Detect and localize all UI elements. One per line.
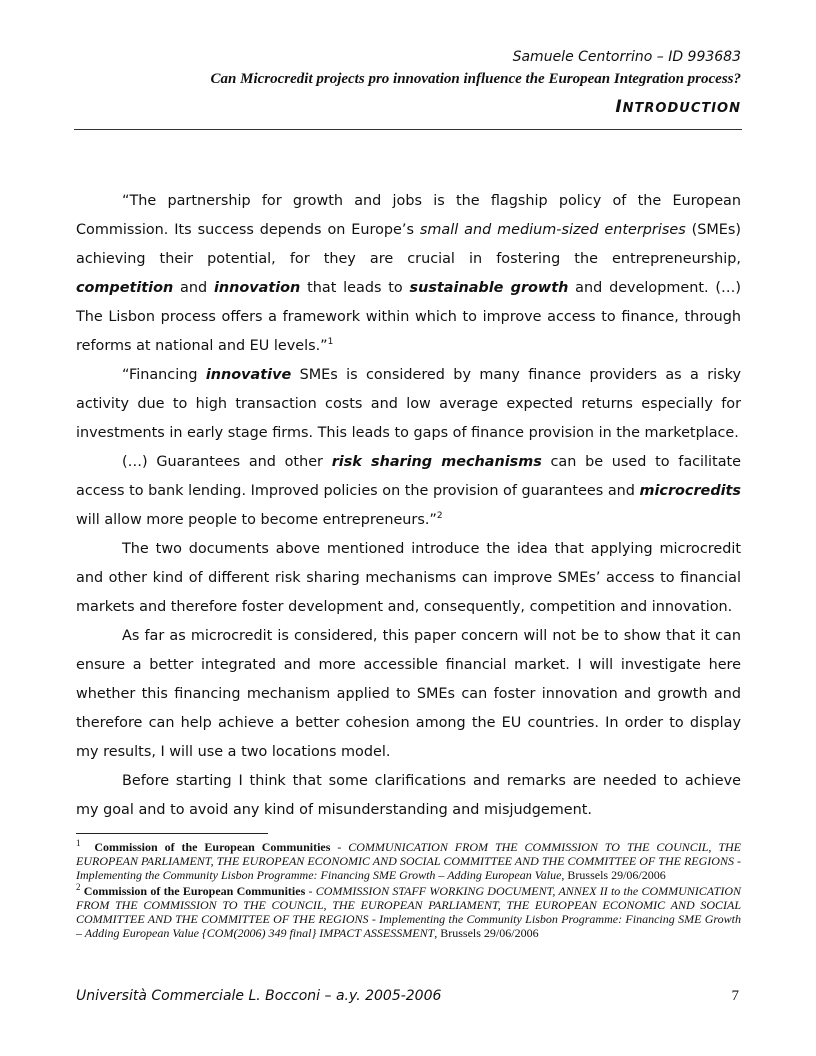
footnote-ref-2[interactable]: 2: [436, 511, 443, 522]
footnote-1-source: Commission of the European Communities: [94, 840, 331, 854]
footnote-1-place-date: , Brussels 29/06/2006: [561, 868, 666, 882]
section-heading: [211, 96, 741, 120]
footnote-1: [76, 840, 741, 882]
p2-emph-innovative: innovative: [205, 367, 292, 383]
paragraph-5: As far as microcredit is considered, this paper concern will not be to show that it can ensure a better integrated and more accessible financial market. I will investigate here whether this financing mechanism applied to SMEs can foster innovation and growth and therefore can help achieve a better cohesion among the EU countries. In order to display my results, I will use a two locations model.: [76, 628, 741, 760]
p3-text-e: will allow more people to become entrepreneurs.”: [76, 512, 437, 528]
p1-text-c: (SMEs) achieving their potential, for they are crucial in fostering the entrepreneurship,: [76, 222, 741, 267]
footnote-2-title: COMMISSION STAFF WORKING DOCUMENT, ANNEX II to the COMMUNICATION FROM THE COMMISSION TO THE COUNCIL, THE EUROPEAN PARLIAMENT, THE EUROPEAN ECONOMIC AND SOCIAL COMMITTEE AND THE COMMITTEE OF THE REGIONS - Implementing the Community Lisbon Programme: Financing SME Growth – Adding European Value {COM(2006) 349 final} IMPACT ASSESSMENT: [76, 884, 742, 940]
p1-emph-competition: competition: [76, 280, 174, 296]
footnotes: [76, 840, 741, 942]
p1-emph-innovation: innovation: [213, 280, 301, 296]
footer-university: Università Commerciale L. Bocconi – a.y. 2005-2006: [76, 988, 442, 1004]
footnote-ref-1[interactable]: 1: [327, 337, 334, 348]
p3-text-c: can be used to facilitate access to bank lending. Improved policies on the provision of guarantees and: [76, 454, 742, 499]
p1-text-i: and development. (…) The Lisbon process offers a framework within which to improve access to finance, through reforms at national and EU levels.”: [76, 280, 742, 354]
paragraph-6: Before starting I think that some clarifications and remarks are needed to achieve my goal and to avoid any kind of misunderstanding and misjudgement.: [76, 773, 741, 818]
footnote-divider: [76, 833, 268, 834]
section-heading-initial: I: [615, 97, 623, 117]
footnote-2-source: Commission of the European Communities: [83, 884, 306, 898]
footnote-1-number: 1: [76, 838, 81, 848]
page-number: 7: [731, 988, 739, 1004]
header-document-title: Can Microcredit projects pro innovation influence the European Integration process?: [210, 71, 741, 87]
section-heading-rest: NTRODUCTION: [622, 101, 741, 116]
paragraph-3: [76, 448, 741, 535]
p3-emph-risk-sharing: risk sharing mechanisms: [331, 454, 542, 470]
body-text: [76, 187, 741, 825]
footnote-2-separator: -: [305, 884, 316, 898]
header-divider: [74, 129, 742, 130]
p3-emph-microcredits: microcredits: [639, 483, 741, 499]
footnote-1-title: COMMUNICATION FROM THE COMMISSION TO THE COUNCIL, THE EUROPEAN PARLIAMENT, THE EUROPEAN ECONOMIC AND SOCIAL COMMITTEE AND THE COMMITTEE OF THE REGIONS - Implementing the Community Lisbon Programme: Financing SME Growth – Adding European Value: [76, 840, 741, 882]
p1-italic-smes: small and medium-sized enterprises: [419, 222, 686, 238]
p1-text-g: that leads to: [300, 280, 410, 296]
p1-text-e: and: [173, 280, 214, 296]
page-header: [211, 46, 741, 120]
paragraph-4: The two documents above mentioned introduce the idea that applying microcredit and other kind of different risk sharing mechanisms can improve SMEs’ access to financial markets and therefore foster development and, consequently, competition and innovation.: [76, 541, 741, 615]
p3-text-a: (…) Guarantees and other: [122, 454, 332, 470]
p2-text-a: “Financing: [122, 367, 206, 383]
footnote-2: [76, 884, 741, 940]
page-footer: [76, 988, 741, 1012]
header-author: Samuele Centorrino – ID 993683: [512, 49, 741, 65]
footnote-1-separator: -: [330, 840, 349, 854]
p1-emph-sustainable-growth: sustainable growth: [409, 280, 569, 296]
p2-text-c: SMEs is considered by many finance providers as a risky activity due to high transaction costs and low average expected returns especially for investments in early stage firms. This leads to gaps of finance provision in the marketplace.: [76, 367, 741, 441]
p1-text-a: “The partnership for growth and jobs is the flagship policy of the European Commission. Its success depends on Europe’s: [76, 193, 741, 238]
paragraph-1: [76, 187, 741, 361]
footnote-2-number: 2: [76, 882, 81, 892]
paragraph-2: [76, 361, 741, 448]
footnote-2-place-date: , Brussels 29/06/2006: [434, 926, 539, 940]
